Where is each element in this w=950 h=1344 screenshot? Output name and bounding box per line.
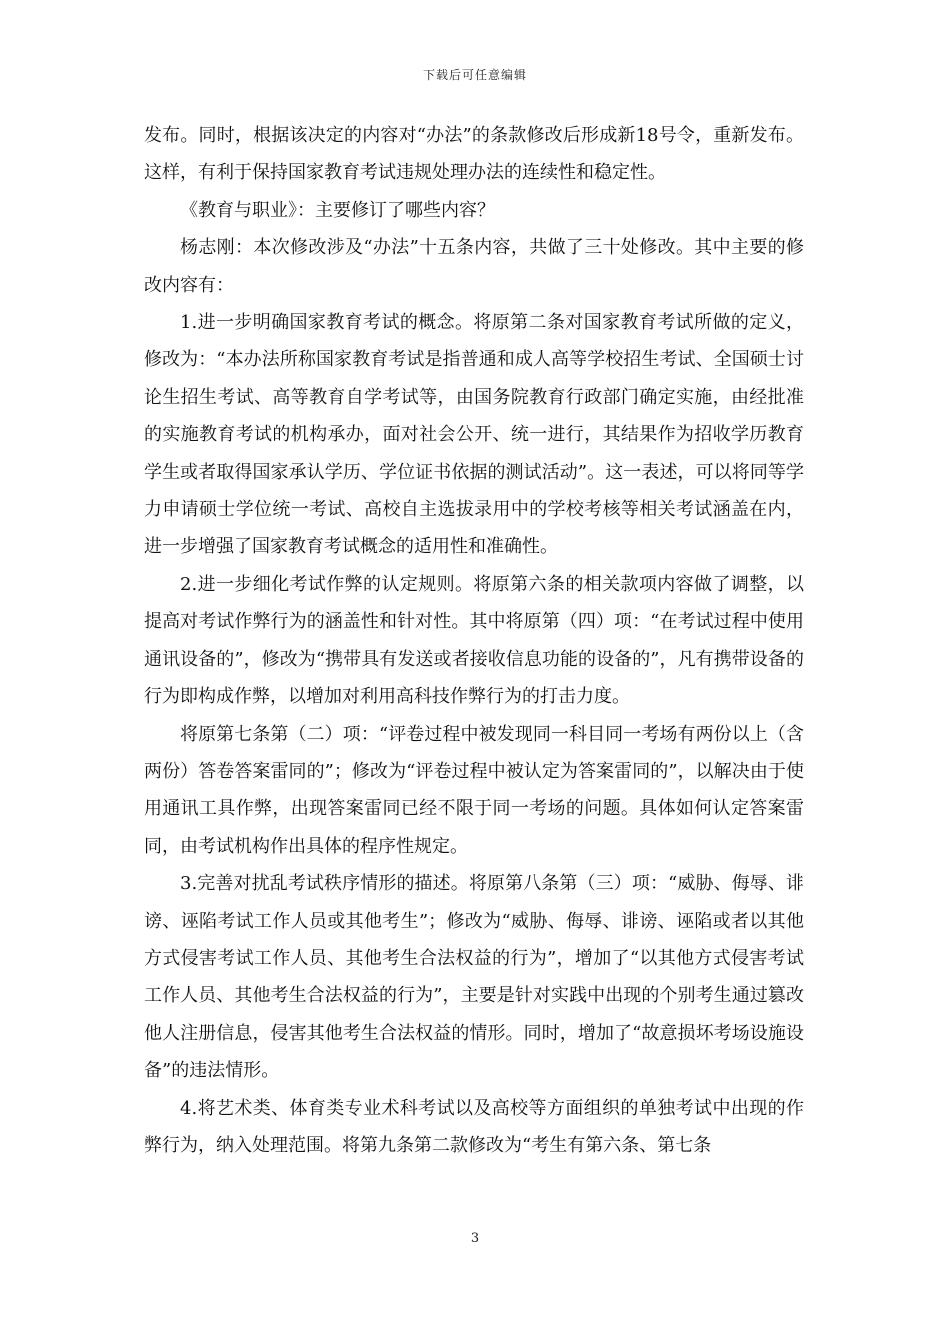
paragraph-item-4: 4.将艺术类、体育类专业术科考试以及高校等方面组织的单独考试中出现的作弊行为，纳入处理范围。将第九条第二款修改为“考生有第六条、第七条: [144, 1097, 804, 1156]
paragraph-answer-intro: 杨志刚：本次修改涉及“办法”十五条内容，共做了三十处修改。其中主要的修改内容有：: [144, 237, 804, 296]
paragraph-item-3: 3.完善对扰乱考试秩序情形的描述。将原第八条第（三）项：“威胁、侮辱、诽谤、诬陷考试工作人员或其他考生”；修改为“威胁、侮辱、诽谤、诬陷或者以其他方式侵害考试工作人员、其他考生合法权益的行为”，增加了“以其他方式侵害考试工作人员、其他考生合法权益的行为”，主要是针对实践中出现的个别考生通过篡改他人注册信息，侵害其他考生合法权益的情形。同时，增加了“故意损坏考场设施设备”的违法情形。: [144, 873, 804, 1082]
page-number: 3: [470, 1231, 480, 1246]
paragraph-item-1: 1.进一步明确国家教育考试的概念。将原第二条对国家教育考试所做的定义，修改为：“本办法所称国家教育考试是指普通和成人高等学校招生考试、全国硕士讨论生招生考试、高等教育自学考试等，由国务院教育行政部门确定实施，由经批准的实施教育考试的机构承办，面对社会公开、统一进行，其结果作为招收学历教育学生或者取得国家承认学历、学位证书依据的测试活动”。这一表述，可以将同等学力申请硕士学位统一考试、高校自主选拔录用中的学校考核等相关考试涵盖在内，进一步增强了国家教育考试概念的适用性和准确性。: [144, 312, 804, 558]
page-header: 下载后可任意编辑: [422, 68, 527, 82]
paragraph-item-2: 2.进一步细化考试作弊的认定规则。将原第六条的相关款项内容做了调整，以提高对考试作弊行为的涵盖性和针对性。其中将原第（四）项：“在考试过程中使用通讯设备的”，修改为“携带具有发送或者接收信息功能的设备的”，凡有携带设备的行为即构成作弊，以增加对利用高科技作弊行为的打击力度。: [144, 573, 804, 708]
document-body: [144, 117, 804, 1164]
paragraph-item-2-cont: 将原第七条第（二）项：“评卷过程中被发现同一科目同一考场有两份以上（含两份）答卷答案雷同的”；修改为“评卷过程中被认定为答案雷同的”，以解决由于使用通讯工具作弊，出现答案雷同已经不限于同一考场的问题。具体如何认定答案雷同，由考试机构作出具体的程序性规定。: [144, 723, 804, 857]
paragraph-continuation: 发布。同时，根据该决定的内容对“办法”的条款修改后形成新18号令，重新发布。这样，有利于保持国家教育考试违规处理办法的连续性和稳定性。: [144, 125, 804, 184]
paragraph-question: 《教育与职业》：主要修订了哪些内容？: [180, 199, 495, 221]
